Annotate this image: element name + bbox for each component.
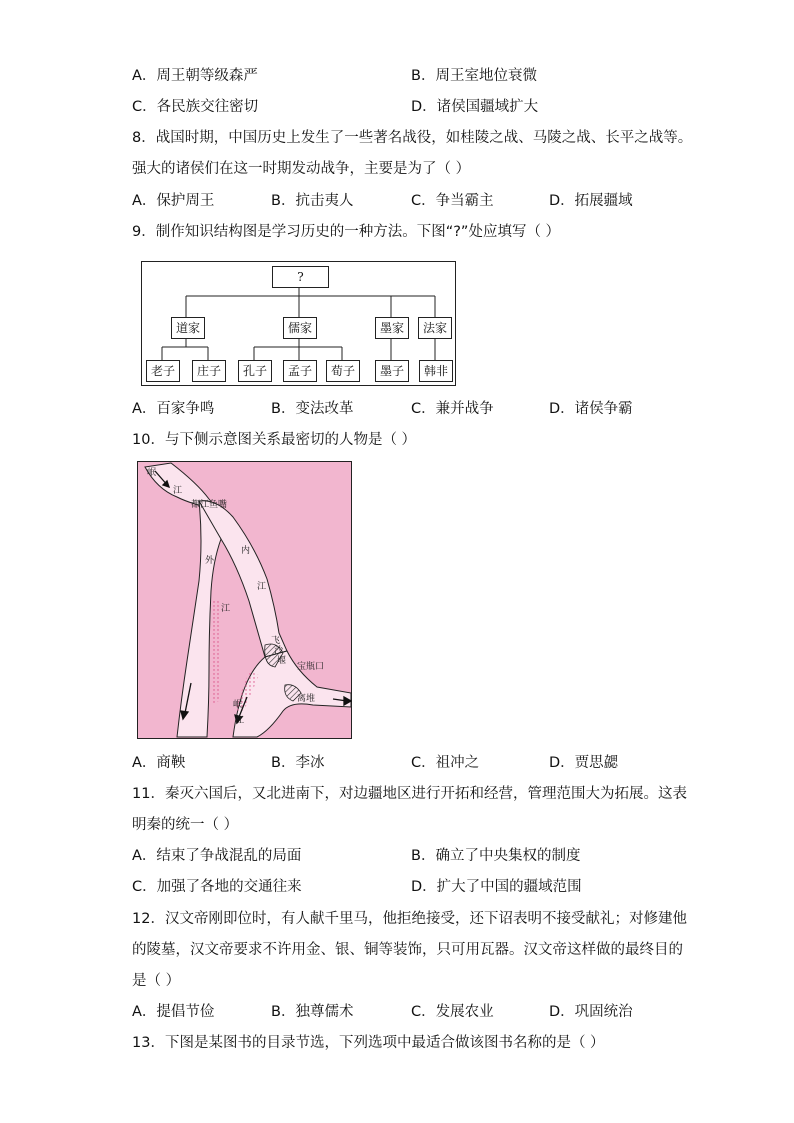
q11-option-d[interactable]: D．扩大了中国的疆域范围 xyxy=(411,879,582,895)
q11-stem-line2: 明秦的统一（ ） xyxy=(132,817,239,833)
dujiangyan-map xyxy=(137,461,352,739)
label-nei-jiang: 江 xyxy=(257,582,267,592)
q8-stem-line1: 8．战国时期，中国历史上发生了一些著名战役，如桂陵之战、马陵之战、长平之战等。 xyxy=(132,130,693,146)
q9-stem: 9．制作知识结构图是学习历史的一种方法。下图“?”处应填写（ ） xyxy=(132,224,561,240)
label-wai-jiang: 江 xyxy=(221,604,231,614)
q9-option-a[interactable]: A．百家争鸣 xyxy=(132,401,215,417)
label-dujiang-yuzui: 都江鱼嘴 xyxy=(191,500,228,510)
q11-stem-line1: 11．秦灭六国后，又北进南下，对边疆地区进行开拓和经营，管理范围大为拓展。这表 xyxy=(132,786,687,802)
q10-option-a[interactable]: A．商鞅 xyxy=(132,755,186,771)
q12-option-d[interactable]: D．巩固统治 xyxy=(549,1004,633,1020)
q7-option-a[interactable]: A．周王朝等级森严 xyxy=(132,68,258,84)
q13-stem: 13．下图是某图书的目录节选，下列选项中最适合做该图书名称的是（ ） xyxy=(132,1035,605,1051)
diagram-person-hanfei: 韩非 xyxy=(419,360,453,382)
sand-strip-left xyxy=(211,601,219,705)
diagram-school-mohist: 墨家 xyxy=(375,317,409,339)
label-fei: 飞 xyxy=(271,636,281,646)
q10-option-c[interactable]: C．祖冲之 xyxy=(411,755,480,771)
knowledge-structure-diagram xyxy=(141,261,456,386)
diagram-person-laozi: 老子 xyxy=(146,360,180,382)
q7-option-c[interactable]: C．各民族交往密切 xyxy=(132,99,259,115)
label-min-lower: 岷 xyxy=(233,700,243,710)
q12-option-a[interactable]: A．提倡节俭 xyxy=(132,1004,215,1020)
label-wai: 外 xyxy=(205,556,215,566)
diagram-person-mozi: 墨子 xyxy=(375,360,409,382)
label-jiang-lower: 江 xyxy=(235,716,245,726)
label-yan: 堰 xyxy=(277,656,287,666)
label-nei: 内 xyxy=(241,546,251,556)
q8-option-a[interactable]: A．保护周王 xyxy=(132,193,215,209)
q11-option-a[interactable]: A．结束了争战混乱的局面 xyxy=(132,848,302,864)
q12-stem-line2: 的陵墓，汉文帝要求不许用金、银、铜等装饰，只可用瓦器。汉文帝这样做的最终目的 xyxy=(132,942,683,958)
q9-option-d[interactable]: D．诸侯争霸 xyxy=(549,401,633,417)
label-baoping-kou: 宝瓶口 xyxy=(297,662,325,672)
q7-option-d[interactable]: D．诸侯国疆域扩大 xyxy=(411,99,539,115)
q9-option-b[interactable]: B．变法改革 xyxy=(271,401,354,417)
q8-option-d[interactable]: D．拓展疆域 xyxy=(549,193,633,209)
q10-option-d[interactable]: D．贾思勰 xyxy=(549,755,619,771)
q10-stem: 10．与下侧示意图关系最密切的人物是（ ） xyxy=(132,432,417,448)
diagram-school-legalist: 法家 xyxy=(418,317,452,339)
label-jiang-upper: 江 xyxy=(173,486,183,496)
q12-option-c[interactable]: C．发展农业 xyxy=(411,1004,494,1020)
q8-option-b[interactable]: B．抗击夷人 xyxy=(271,193,354,209)
q7-option-b[interactable]: B．周王室地位衰微 xyxy=(411,68,537,84)
q12-stem-line3: 是（ ） xyxy=(132,973,181,989)
label-lidui: 离堆 xyxy=(297,694,316,704)
diagram-person-kongzi: 孔子 xyxy=(238,360,272,382)
label-min-upper: 岷 xyxy=(147,468,157,478)
q9-option-c[interactable]: C．兼并战争 xyxy=(411,401,494,417)
diagram-root-node: ? xyxy=(272,266,329,288)
diagram-person-zhuangzi: 庄子 xyxy=(192,360,226,382)
q11-option-c[interactable]: C．加强了各地的交通往来 xyxy=(132,879,302,895)
q12-option-b[interactable]: B．独尊儒术 xyxy=(271,1004,354,1020)
q8-option-c[interactable]: C．争当霸主 xyxy=(411,193,494,209)
q10-option-b[interactable]: B．李冰 xyxy=(271,755,325,771)
q12-stem-line1: 12．汉文帝刚即位时，有人献千里马，他拒绝接受，还下诏表明不接受献礼；对修建他 xyxy=(132,911,687,927)
diagram-person-xunzi: 荀子 xyxy=(326,360,360,382)
q11-option-b[interactable]: B．确立了中央集权的制度 xyxy=(411,848,581,864)
diagram-school-daoist: 道家 xyxy=(171,317,205,339)
label-sha: 沙 xyxy=(274,646,284,656)
diagram-school-confucian: 儒家 xyxy=(283,317,317,339)
diagram-person-mengzi: 孟子 xyxy=(283,360,317,382)
q8-stem-line2: 强大的诸侯们在这一时期发动战争，主要是为了（ ） xyxy=(132,161,471,177)
